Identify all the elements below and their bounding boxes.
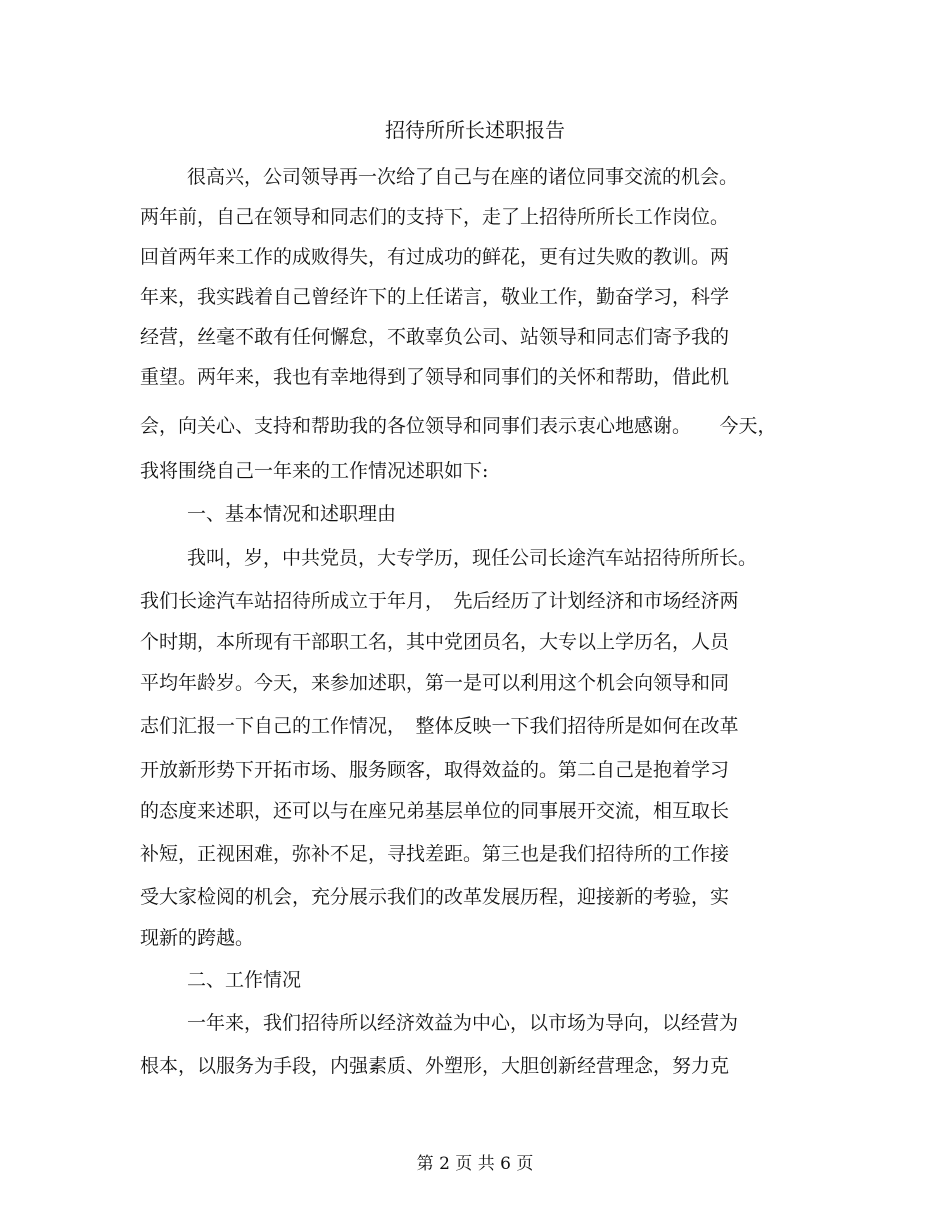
paragraph-line: 的态度来述职，还可以与在座兄弟基层单位的同事展开交流，相互取长 (140, 800, 730, 822)
document-title: 招待所所长述职报告 (385, 118, 565, 142)
paragraph-line: 平均年龄岁。今天，来参加述职，第一是可以利用这个机会向领导和同 (140, 672, 730, 694)
page-number: 第 2 页 共 6 页 (416, 1154, 534, 1174)
paragraph-line: 两年前，自己在领导和同志们的支持下，走了上招待所所长工作岗位。 (140, 206, 730, 228)
paragraph-line: 开放新形势下开拓市场、服务顾客，取得效益的。第二自己是抱着学习 (140, 759, 730, 781)
paragraph-line: 我们长途汽车站招待所成立于年月， 先后经历了计划经济和市场经济两 (140, 590, 739, 612)
paragraph-line: 我将围绕自己一年来的工作情况述职如下: (140, 460, 489, 482)
paragraph-line: 回首两年来工作的成败得失，有过成功的鲜花，更有过失败的教训。两 (140, 246, 730, 268)
paragraph-line: 我叫，岁，中共党员，大专学历，现任公司长途汽车站招待所所长。 (187, 547, 758, 569)
paragraph-line: 受大家检阅的机会，充分展示我们的改革发展历程，迎接新的考验，实 (140, 886, 730, 908)
section-heading: 一、基本情况和述职理由 (187, 503, 397, 525)
paragraph-line: 现新的跨越。 (140, 927, 255, 949)
section-heading: 二、工作情况 (187, 969, 302, 991)
paragraph-line: 会，向关心、支持和帮助我的各位领导和同事们表示衷心地感谢。 今天， (140, 415, 777, 437)
paragraph-line: 补短，正视困难，弥补不足，寻找差距。第三也是我们招待所的工作接 (140, 843, 730, 865)
paragraph-line: 很高兴，公司领导再一次给了自己与在座的诸位同事交流的机会。 (187, 166, 739, 188)
paragraph-line: 年来，我实践着自己曾经许下的上任诺言，敬业工作，勤奋学习，科学 (140, 286, 730, 308)
paragraph-line: 一年来，我们招待所以经济效益为中心，以市场为导向，以经营为 (187, 1012, 739, 1034)
paragraph-line: 经营，丝毫不敢有任何懈怠，不敢辜负公司、站领导和同志们寄予我的 (140, 326, 730, 348)
paragraph-line: 志们汇报一下自己的工作情况， 整体反映一下我们招待所是如何在改革 (140, 715, 739, 737)
paragraph-line: 个时期，本所现有干部职工名，其中党团员名，大专以上学历名，人员 (140, 631, 730, 653)
paragraph-line: 重望。两年来，我也有幸地得到了领导和同事们的关怀和帮助，借此机 (140, 366, 730, 388)
paragraph-line: 根本，以服务为手段，内强素质、外塑形，大胆创新经营理念，努力克 (140, 1055, 730, 1077)
